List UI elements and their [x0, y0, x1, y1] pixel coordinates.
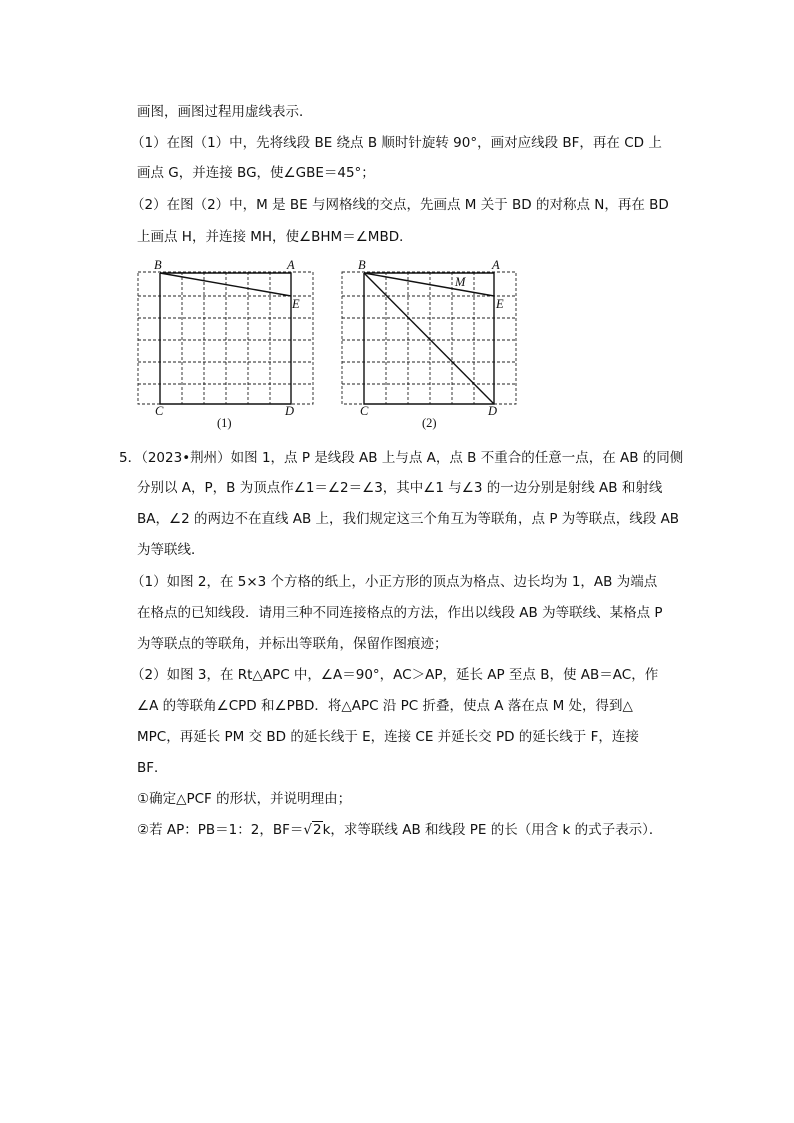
fig2-label-b: B [358, 258, 366, 272]
fig1-label-b: B [154, 258, 162, 272]
q5-sub2-line1: （2）如图 3，在 Rt△APC 中，∠A＝90°，AC＞AP，延长 AP 至点 B，使 AB＝AC，作 [131, 667, 659, 683]
q5-line2: 分别以 A，P，B 为顶点作∠1＝∠2＝∠3，其中∠1 与∠3 的一边分别是射线 AB 和射线 [137, 480, 663, 496]
q4-part1-line2: 画点 G，并连接 BG，使∠GBE＝45°； [137, 165, 375, 181]
sqrt-symbol: √ [303, 822, 312, 838]
q5-circle2-radicand: 2 [313, 822, 322, 838]
fig1-label-e: E [292, 297, 300, 311]
q5-sub1-line2: 在格点的已知线段．请用三种不同连接格点的方法，作出以线段 AB 为等联线、某格点 P [137, 605, 663, 621]
fig2-label-m: M [455, 275, 466, 289]
q5-sub1-line3: 为等联点的等联角，并标出等联角，保留作图痕迹； [137, 636, 448, 652]
q4-part2-line2: 上画点 H，并连接 MH，使∠BHM＝∠MBD． [137, 229, 413, 245]
q5-sub1-line1: （1）如图 2，在 5×3 个方格的纸上，小正方形的顶点为格点、边长均为 1，AB 为端点 [131, 574, 658, 590]
fig1-label-a: A [287, 258, 295, 272]
figure-2 [342, 272, 516, 404]
q5-line3: BA，∠2 的两边不在直线 AB 上，我们规定这三个角互为等联角，点 P 为等联点，线段 AB [137, 511, 680, 527]
q5-line1: 5．（2023•荆州）如图 1，点 P 是线段 AB 上与点 A，点 B 不重合的任意一点，在 AB 的同侧 [119, 450, 684, 466]
q5-circle2-post: k，求等联线 AB 和线段 PE 的长（用含 k 的式子表示）． [322, 822, 663, 838]
fig2-caption: (2) [422, 416, 437, 430]
fig2-label-e: E [496, 297, 504, 311]
q5-circle1: ①确定△PCF 的形状，并说明理由； [137, 791, 352, 807]
fig1-label-c: C [155, 404, 164, 418]
q4-part1-line1: （1）在图（1）中，先将线段 BE 绕点 B 顺时针旋转 90°，画对应线段 BF，再在 CD 上 [131, 135, 662, 151]
fig2-label-a: A [492, 258, 500, 272]
fig2-label-c: C [360, 404, 369, 418]
q4-part2-line1: （2）在图（2）中，M 是 BE 与网格线的交点，先画点 M 关于 BD 的对称点 N，再在 BD [131, 197, 669, 213]
figure-1 [138, 272, 313, 404]
q5-sub2-line2: ∠A 的等联角∠CPD 和∠PBD．将△APC 沿 PC 折叠，使点 A 落在点 M 处，得到△ [137, 698, 633, 714]
fig1-label-d: D [285, 404, 295, 418]
q5-sub2-line4: BF． [137, 760, 168, 776]
fig1-caption: (1) [217, 416, 232, 430]
q5-circle2 [137, 820, 662, 840]
q5-line4: 为等联线． [137, 542, 205, 558]
intro-text: 画图，画图过程用虚线表示． [137, 104, 313, 120]
fig2-label-d: D [488, 404, 498, 418]
q5-circle2-pre: ②若 AP：PB＝1：2，BF＝ [137, 822, 304, 838]
q5-sub2-line3: MPC，再延长 PM 交 BD 的延长线于 E，连接 CE 并延长交 PD 的延长线于 F，连接 [137, 729, 639, 745]
